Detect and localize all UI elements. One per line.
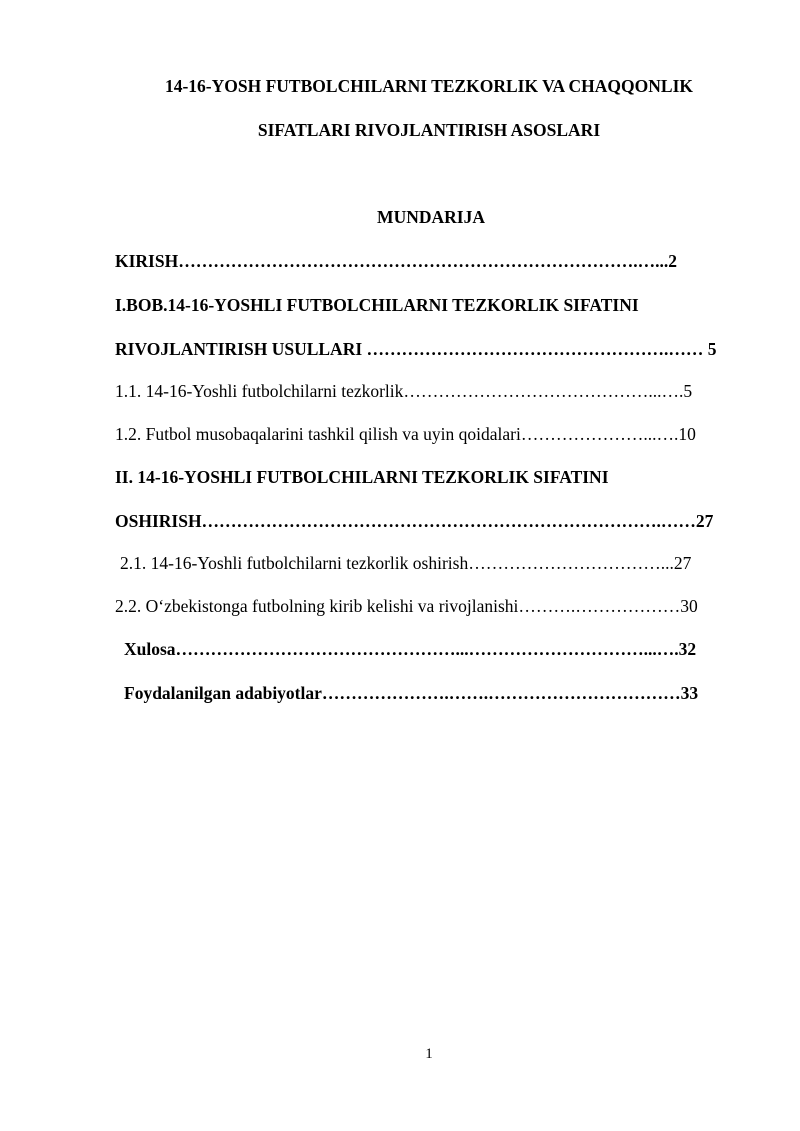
toc-entry-chapter-2-line-1: II. 14-16-YOSHLI FUTBOLCHILARNI TEZKORLIK SIFATINI	[115, 467, 609, 487]
page-number: 1	[425, 1046, 433, 1062]
toc-entry-chapter-2-line-2: OSHIRISH…………………………………………………………………….……27	[115, 511, 714, 531]
document-title-line-2: SIFATLARI RIVOJLANTIRISH ASOSLARI	[257, 120, 601, 140]
toc-entry-2-1: 2.1. 14-16-Yoshli futbolchilarni tezkorlik oshirish……………………………...27	[120, 553, 692, 573]
toc-entry-xulosa: Xulosa…………………………………………...…………………………...….32	[124, 639, 697, 659]
toc-entry-chapter-1-line-1: I.BOB.14-16-YOSHLI FUTBOLCHILARNI TEZKORLIK SIFATINI	[115, 295, 639, 315]
toc-entry-2-2: 2.2. O‘zbekistonga futbolning kirib kelishi va rivojlanishi……….………………30	[115, 596, 698, 616]
toc-entry-references: Foydalanilgan adabiyotlar………………….…….……………………………33	[124, 683, 699, 703]
document-title-line-1: 14-16-YOSH FUTBOLCHILARNI TEZKORLIK VA CHAQQONLIK	[164, 76, 694, 96]
toc-entry-chapter-1-line-2: RIVOJLANTIRISH USULLARI …………………………………………….…… 5	[115, 339, 717, 359]
toc-entry-1-2: 1.2. Futbol musobaqalarini tashkil qilish va uyin qoidalari…………………...….10	[115, 424, 696, 444]
contents-heading: MUNDARIJA	[377, 207, 485, 227]
toc-entry-kirish: KIRISH…………………………………………………………………….…...2	[115, 251, 677, 271]
toc-entry-1-1: 1.1. 14-16-Yoshli futbolchilarni tezkorlik……………………………………...….5	[115, 381, 693, 401]
